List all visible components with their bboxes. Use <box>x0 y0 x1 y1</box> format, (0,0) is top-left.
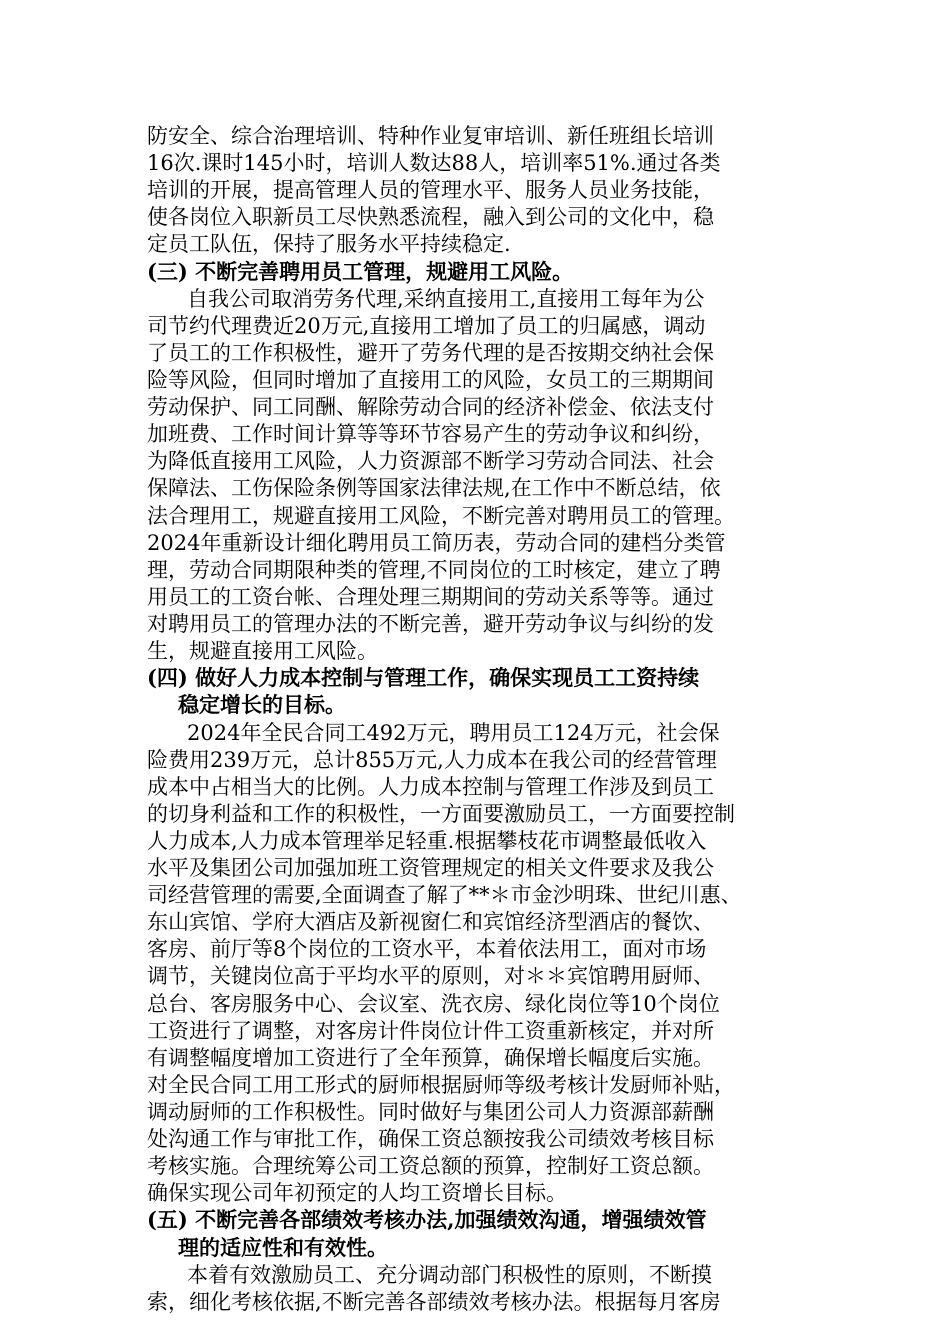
body-text-line: 2024年全民合同工492万元，聘用员工124万元，社会保 <box>187 720 720 745</box>
body-text-line: 调动厨师的工作积极性。同时做好与集团公司人力资源部薪酬 <box>147 1099 714 1124</box>
body-text-line: 理，劳动合同期限种类的管理,不同岗位的工时核定，建立了聘 <box>147 557 721 582</box>
body-text-line: 使各岗位入职新员工尽快熟悉流程，融入到公司的文化中，稳 <box>147 205 714 230</box>
body-text-line: 法合理用工，规避直接用工风险，不断完善对聘用员工的管理。 <box>147 503 735 528</box>
body-text-line: 东山宾馆、学府大酒店及新视窗仁和宾馆经济型酒店的餐饮、 <box>147 910 714 935</box>
body-text-line: 工资进行了调整，对客房计件岗位计件工资重新核定，并对所 <box>147 1018 714 1043</box>
body-text-line: 险费用239万元，总计855万元,人力成本在我公司的经营管理 <box>147 747 717 772</box>
body-text-line: 人力成本,人力成本管理举足轻重.根据攀枝花市调整最低收入 <box>147 828 707 853</box>
section-heading-3: (三) 不断完善聘用员工管理，规避用工风险。 <box>147 258 574 284</box>
body-text-line: 确保实现公司年初预定的人均工资增长目标。 <box>147 1181 567 1206</box>
body-text-line: 防安全、综合治理培训、特种作业复审培训、新任班组长培训 <box>147 124 714 148</box>
body-text-line: 培训的开展，提高管理人员的管理水平、服务人员业务技能， <box>147 178 714 203</box>
body-text-line: 索，细化考核依据,不断完善各部绩效考核办法。根据每月客房 <box>147 1289 721 1314</box>
body-text-line: 2024年重新设计细化聘用员工简历表，劳动合同的建档分类管 <box>147 530 726 555</box>
body-text-line: 成本中占相当大的比例。人力成本控制与管理工作涉及到员工 <box>147 774 714 799</box>
body-text-line: 了员工的工作积极性，避开了劳务代理的是否按期交纳社会保 <box>147 340 714 365</box>
body-text-line: 用员工的工资台帐、合理处理三期期间的劳动关系等等。通过 <box>147 584 714 609</box>
body-text-line: 劳动保护、同工同酬、解除劳动合同的经济补偿金、依法支付 <box>147 395 714 420</box>
body-text-line: 有调整幅度增加工资进行了全年预算，确保增长幅度后实施。 <box>147 1045 714 1070</box>
body-text-line: 调节，关键岗位高于平均水平的原则，对＊＊宾馆聘用厨师、 <box>147 964 714 989</box>
body-text-line: 考核实施。合理统筹公司工资总额的预算，控制好工资总额。 <box>147 1154 714 1179</box>
body-text-line: 险等风险，但同时增加了直接用工的风险，女员工的三期期间 <box>147 368 714 392</box>
body-text-line: 生，规避直接用工风险。 <box>147 639 378 663</box>
body-text-line: 保障法、工伤保险条例等国家法律法规,在工作中不断总结，依 <box>147 476 721 501</box>
body-text-line: 司经营管理的需要,全面调查了解了**＊市金沙明珠、世纪川惠、 <box>147 883 742 908</box>
section-heading-5-cont: 理的适应性和有效性。 <box>178 1234 388 1260</box>
body-text-line: 司节约代理费近20万元,直接用工增加了员工的归属感，调动 <box>147 313 706 338</box>
section-heading-4-cont: 稳定增长的目标。 <box>178 692 346 718</box>
body-text-line: 客房、前厅等8个岗位的工资水平，本着依法用工，面对市场 <box>147 937 707 962</box>
section-heading-4: (四) 做好人力成本控制与管理工作，确保实现员工工资持续 <box>147 665 700 691</box>
body-text-line: 定员工队伍，保持了服务水平持续稳定. <box>147 232 511 257</box>
body-text-line: 自我公司取消劳务代理,采纳直接用工,直接用工每年为公 <box>187 286 705 311</box>
body-text-line: 加班费、工作时间计算等等环节容易产生的劳动争议和纠纷， <box>147 422 714 447</box>
body-text-line: 的切身利益和工作的积极性，一方面要激励员工，一方面要控制 <box>147 801 735 826</box>
body-text-line: 为降低直接用工风险，人力资源部不断学习劳动合同法、社会 <box>147 449 714 474</box>
section-heading-5: (五) 不断完善各部绩效考核办法,加强绩效沟通，增强绩效管 <box>147 1207 707 1233</box>
body-text-line: 16次.课时145小时，培训人数达88人，培训率51%.通过各类 <box>147 151 721 176</box>
body-text-line: 本着有效激励员工、充分调动部门积极性的原则，不断摸 <box>187 1262 712 1287</box>
body-text-line: 处沟通工作与审批工作，确保工资总额按我公司绩效考核目标 <box>147 1127 714 1151</box>
body-text-line: 总台、客房服务中心、会议室、洗衣房、绿化岗位等10个岗位 <box>147 991 720 1016</box>
body-text-line: 对聘用员工的管理办法的不断完善，避开劳动争议与纠纷的发 <box>147 611 714 636</box>
body-text-line: 水平及集团公司加强加班工资管理规定的相关文件要求及我公 <box>147 856 714 880</box>
body-text-line: 对全民合同工用工形式的厨师根据厨师等级考核计发厨师补贴， <box>147 1072 735 1097</box>
